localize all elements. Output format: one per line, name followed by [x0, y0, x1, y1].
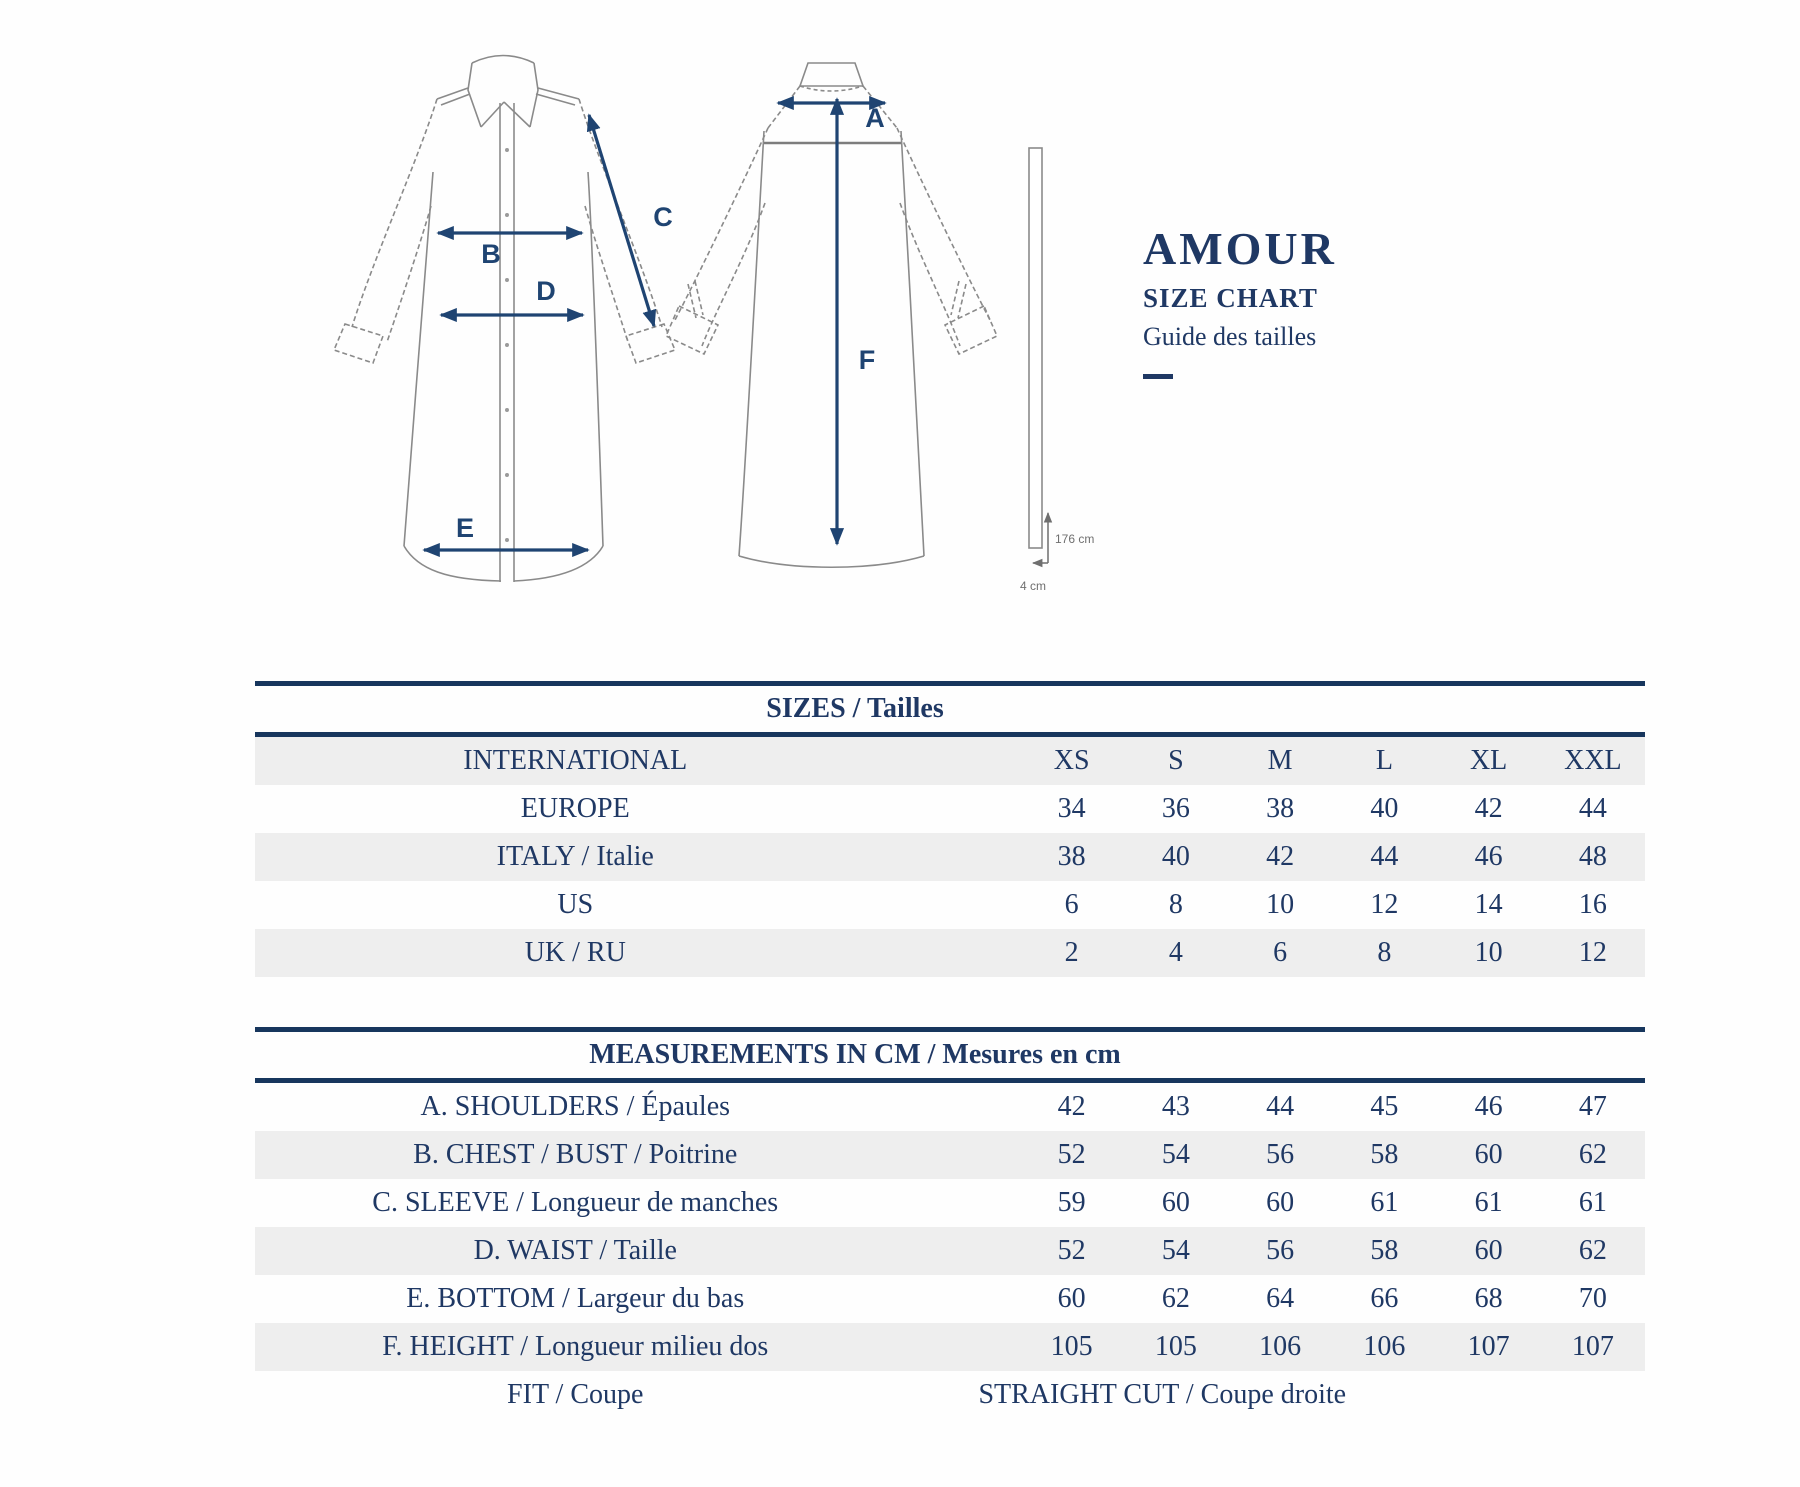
front-view-drawing: [334, 56, 675, 583]
size-value: 107: [1571, 1331, 1614, 1362]
table-gap: [255, 977, 1645, 1027]
size-value: 60: [1161, 1187, 1190, 1218]
size-value: 60: [1474, 1139, 1503, 1170]
table-row: [255, 1083, 1645, 1131]
button-dots: [505, 148, 509, 542]
row-label: UK / RU: [524, 937, 626, 968]
size-value: XS: [1053, 745, 1090, 776]
size-value: 61: [1474, 1187, 1503, 1218]
front-measure-arrows: [424, 115, 654, 550]
size-value: 38: [1266, 793, 1295, 824]
row-label: US: [557, 889, 594, 920]
measurements-table-header: [255, 1027, 1645, 1083]
size-value: 61: [1578, 1187, 1607, 1218]
table-row: [255, 881, 1645, 929]
size-value: 40: [1370, 793, 1399, 824]
size-value: 56: [1266, 1139, 1295, 1170]
size-value: 56: [1266, 1235, 1295, 1266]
table-row: [255, 1323, 1645, 1371]
size-value: L: [1375, 745, 1393, 776]
row-label: F. HEIGHT / Longueur milieu dos: [382, 1331, 769, 1362]
size-chart-title: SIZE CHART: [1143, 283, 1318, 313]
measure-label-f: F: [858, 345, 876, 375]
size-value: 62: [1578, 1235, 1607, 1266]
size-value: XXL: [1564, 745, 1622, 776]
size-value: 6: [1273, 937, 1288, 968]
size-value: 12: [1578, 937, 1607, 968]
ruler-height-label: 176 cm: [1055, 532, 1095, 546]
sizes-table-title: SIZES / Tailles: [766, 693, 944, 724]
size-value: 45: [1370, 1091, 1399, 1122]
fit-row-value: STRAIGHT CUT / Coupe droite: [978, 1379, 1347, 1410]
size-value: 14: [1474, 889, 1503, 920]
size-value: 107: [1467, 1331, 1510, 1362]
brand-name: AMOUR: [1143, 223, 1337, 274]
sleeve-arrow: [589, 115, 654, 326]
size-value: 60: [1266, 1187, 1295, 1218]
size-value: M: [1267, 745, 1293, 776]
fit-row: [255, 1371, 1645, 1419]
size-value: 60: [1057, 1283, 1086, 1314]
size-value: 44: [1370, 841, 1399, 872]
size-value: 4: [1168, 937, 1183, 968]
size-value: 66: [1370, 1283, 1399, 1314]
size-value: 68: [1474, 1283, 1503, 1314]
size-value: 59: [1057, 1187, 1086, 1218]
size-value: 52: [1057, 1139, 1086, 1170]
measure-label-b: B: [481, 239, 501, 269]
size-value: 10: [1266, 889, 1295, 920]
size-value: 106: [1363, 1331, 1406, 1362]
tables-area: [255, 681, 1645, 1419]
back-view-drawing: [666, 63, 997, 567]
size-chart-subtitle: Guide des tailles: [1143, 322, 1317, 351]
size-value: XL: [1469, 745, 1508, 776]
measure-label-a: A: [865, 103, 885, 133]
size-value: S: [1168, 745, 1184, 776]
back-measure-arrows: [778, 99, 885, 544]
measure-label-c: C: [653, 202, 673, 232]
brand-block: [1143, 224, 1337, 379]
size-value: 44: [1266, 1091, 1295, 1122]
size-value: 42: [1474, 793, 1503, 824]
size-value: 43: [1161, 1091, 1190, 1122]
size-value: 70: [1578, 1283, 1607, 1314]
size-value: 52: [1057, 1235, 1086, 1266]
measure-label-e: E: [455, 513, 475, 543]
divider-dash: [1143, 374, 1173, 379]
size-value: 12: [1370, 889, 1399, 920]
size-value: 60: [1474, 1235, 1503, 1266]
size-value: 62: [1578, 1139, 1607, 1170]
table-row: [255, 1275, 1645, 1323]
size-value: 105: [1050, 1331, 1093, 1362]
size-value: 44: [1578, 793, 1607, 824]
size-value: 8: [1377, 937, 1392, 968]
size-value: 34: [1057, 793, 1086, 824]
size-value: 40: [1161, 841, 1190, 872]
size-value: 58: [1370, 1139, 1399, 1170]
row-label: A. SHOULDERS / Épaules: [420, 1091, 731, 1122]
size-value: 54: [1161, 1235, 1190, 1266]
size-value: 2: [1064, 937, 1079, 968]
size-value: 36: [1161, 793, 1190, 824]
table-row: [255, 1179, 1645, 1227]
fit-row-label: FIT / Coupe: [507, 1379, 644, 1410]
sizes-table-body: [255, 737, 1645, 977]
row-label: ITALY / Italie: [496, 841, 654, 872]
size-value: 6: [1064, 889, 1079, 920]
size-value: 106: [1259, 1331, 1302, 1362]
row-label: C. SLEEVE / Longueur de manches: [372, 1187, 779, 1218]
measurements-table-body: [255, 1083, 1645, 1371]
table-row: [255, 785, 1645, 833]
size-value: 10: [1474, 937, 1503, 968]
row-label: E. BOTTOM / Largeur du bas: [406, 1283, 745, 1314]
table-row: [255, 1131, 1645, 1179]
table-row: [255, 929, 1645, 977]
size-value: 38: [1057, 841, 1086, 872]
row-label: B. CHEST / BUST / Poitrine: [413, 1139, 738, 1170]
size-value: 105: [1154, 1331, 1197, 1362]
size-value: 16: [1578, 889, 1607, 920]
row-label: INTERNATIONAL: [463, 745, 688, 776]
measurements-table-title: MEASUREMENTS IN CM / Mesures en cm: [589, 1039, 1121, 1070]
size-value: 54: [1161, 1139, 1190, 1170]
table-row: [255, 1227, 1645, 1275]
ruler-width-label: 4 cm: [1020, 579, 1047, 593]
garment-diagram: [0, 0, 1800, 630]
size-value: 58: [1370, 1235, 1399, 1266]
table-row: [255, 737, 1645, 785]
sizes-table-header: [255, 681, 1645, 737]
row-label: D. WAIST / Taille: [473, 1235, 677, 1266]
size-value: 47: [1578, 1091, 1607, 1122]
table-row: [255, 833, 1645, 881]
size-value: 61: [1370, 1187, 1399, 1218]
size-value: 46: [1474, 841, 1503, 872]
size-value: 42: [1057, 1091, 1086, 1122]
size-value: 62: [1161, 1283, 1190, 1314]
size-value: 64: [1266, 1283, 1295, 1314]
row-label: EUROPE: [520, 793, 630, 824]
size-value: 42: [1266, 841, 1295, 872]
ruler-drawing: [1020, 148, 1094, 593]
measure-label-d: D: [536, 276, 556, 306]
size-value: 46: [1474, 1091, 1503, 1122]
size-value: 48: [1578, 841, 1607, 872]
size-value: 8: [1168, 889, 1183, 920]
